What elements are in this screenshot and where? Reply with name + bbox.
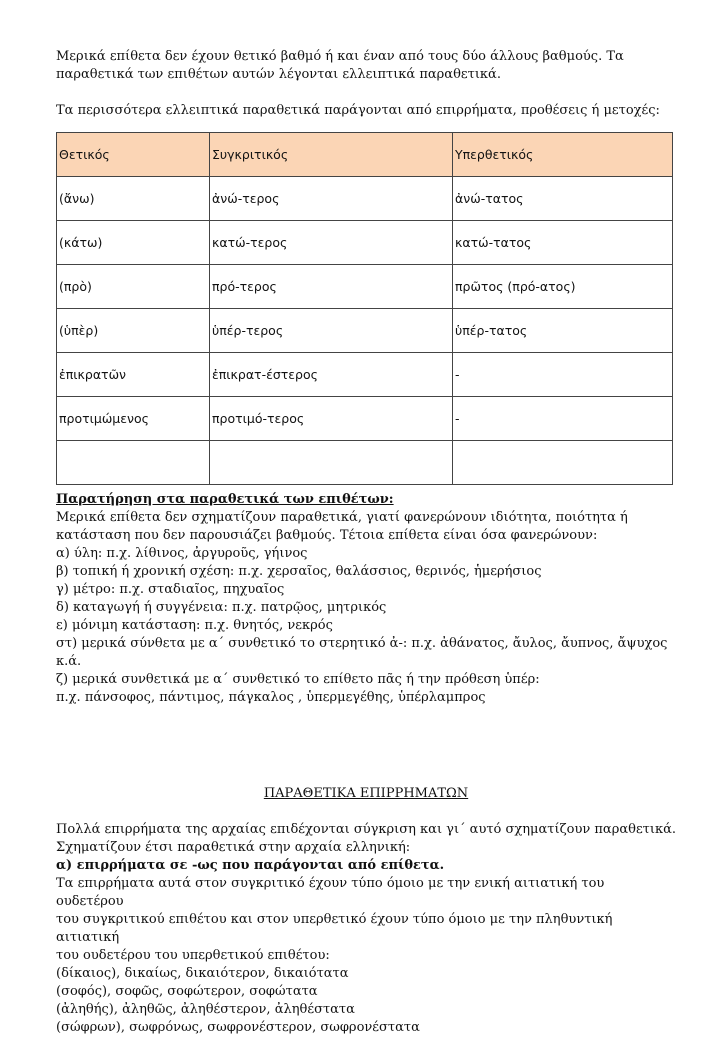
adverbs-line: του ουδετέρου του υπερθετικού επιθέτου: [56, 948, 330, 963]
adverbs-example: (ἀληθής), ἀληθῶς, ἀληθέστερον, ἀληθέστατα [56, 1002, 355, 1017]
table-cell [57, 441, 210, 485]
table-cell: ἀνώ-τερος [210, 177, 453, 221]
adverbs-line: Τα επιρρήματα αυτά στον συγκριτικό έχουν τύπο όμοιο με την ενική αιτιατική του ουδετέρου [56, 876, 605, 909]
table-row [57, 309, 673, 353]
table-row [57, 397, 673, 441]
table-cell: ἀνώ-τατος [453, 177, 673, 221]
adverbs-example: (δίκαιος), δικαίως, δικαιότερον, δικαιότατα [56, 966, 349, 981]
adverbs-line: Πολλά επιρρήματα της αρχαίας επιδέχονται σύγκριση και γι΄ αυτό σχηματίζουν παραθετικά. [56, 822, 677, 837]
table-cell: (κάτω) [57, 221, 210, 265]
section-title: ΠΑΡΑΘΕΤΙΚΑ ΕΠΙΡΡΗΜΑΤΩΝ [263, 786, 469, 801]
table-cell: ὑπέρ-τερος [210, 309, 453, 353]
table-cell: - [453, 397, 673, 441]
table-header-cell: Θετικός [57, 133, 210, 177]
table-row [57, 441, 673, 485]
note-line: δ) καταγωγή ή συγγένεια: π.χ. πατρῷος, μητρικός [56, 600, 387, 615]
adverbs-section [56, 821, 676, 1037]
table-cell: πρό-τερος [210, 265, 453, 309]
table-cell: ὑπέρ-τατος [453, 309, 673, 353]
note-line: α) ύλη: π.χ. λίθινος, ἀργυροῦς, γήινος [56, 546, 308, 561]
table-cell [453, 441, 673, 485]
note-line: β) τοπική ή χρονική σχέση: π.χ. χερσαῖος, θαλάσσιος, θερινός, ἡμερήσιος [56, 564, 542, 579]
table-header-cell: Υπερθετικός [453, 133, 673, 177]
note-line: π.χ. πάνσοφος, πάντιμος, πάγκαλος , ὑπερμεγέθης, ὑπέρλαμπρος [56, 690, 486, 705]
comparison-table [56, 132, 673, 485]
table-cell: (πρὸ) [57, 265, 210, 309]
note-line: ε) μόνιμη κατάσταση: π.χ. θνητός, νεκρός [56, 618, 333, 633]
table-cell: ἐπικρατῶν [57, 353, 210, 397]
table-cell: κατώ-τατος [453, 221, 673, 265]
note-line: γ) μέτρο: π.χ. σταδιαῖος, πηχυαῖος [56, 582, 285, 597]
table-cell: - [453, 353, 673, 397]
intro-line: Τα περισσότερα ελλειπτικά παραθετικά παράγονται από επιρρήματα, προθέσεις ή μετοχές: [56, 103, 660, 118]
table-cell: προτιμώμενος [57, 397, 210, 441]
adverbs-example: (σώφρων), σωφρόνως, σωφρονέστερον, σωφρονέστατα [56, 1020, 420, 1035]
note-line: Μερικά επίθετα δεν σχηματίζουν παραθετικά, γιατί φανερώνουν ιδιότητα, ποιότητα ή [56, 510, 628, 525]
table-cell: πρῶτος (πρό-ατος) [453, 265, 673, 309]
note-line: ζ) μερικά συνθετικά με α΄ συνθετικό το επίθετο πᾶς ή την πρόθεση ὑπέρ: [56, 672, 540, 687]
adverbs-subheading: α) επιρρήματα σε -ως που παράγονται από επίθετα. [56, 858, 445, 873]
table-cell: ἐπικρατ-έστερος [210, 353, 453, 397]
document-page [56, 48, 676, 1037]
note-heading: Παρατήρηση στα παραθετικά των επιθέτων: [56, 492, 394, 507]
table-row [57, 177, 673, 221]
table-row [57, 221, 673, 265]
adverbs-line: του συγκριτικού επιθέτου και στον υπερθετικό έχουν τύπο όμοιο με την πληθυντική αιτιατική [56, 912, 613, 945]
adverbs-line: Σχηματίζουν έτσι παραθετικά στην αρχαία ελληνική: [56, 840, 411, 855]
adverbs-example: (σοφός), σοφῶς, σοφώτερον, σοφώτατα [56, 984, 318, 999]
table-row [57, 265, 673, 309]
table-cell: (ὑπὲρ) [57, 309, 210, 353]
table-header-cell: Συγκριτικός [210, 133, 453, 177]
note-line: στ) μερικά σύνθετα με α΄ συνθετικό το στερητικό ἀ-: π.χ. ἀθάνατος, ἄυλος, ἄυπνος, ἄψυχος κ.ά. [56, 636, 668, 669]
table-row [57, 353, 673, 397]
note-section [56, 491, 676, 707]
table-cell [210, 441, 453, 485]
table-cell: προτιμό-τερος [210, 397, 453, 441]
note-line: κατάσταση που δεν παρουσιάζει βαθμούς. Τέτοια επίθετα είναι όσα φανερώνουν: [56, 528, 598, 543]
table-header-row [57, 133, 673, 177]
table-cell: (ἄνω) [57, 177, 210, 221]
intro-line: Μερικά επίθετα δεν έχουν θετικό βαθμό ή και έναν από τους δύο άλλους βαθμούς. Τα παραθετικά των επιθέτων αυτών λέγονται ελλειπτικά παραθετικά. [56, 49, 624, 82]
table-cell: κατώ-τερος [210, 221, 453, 265]
